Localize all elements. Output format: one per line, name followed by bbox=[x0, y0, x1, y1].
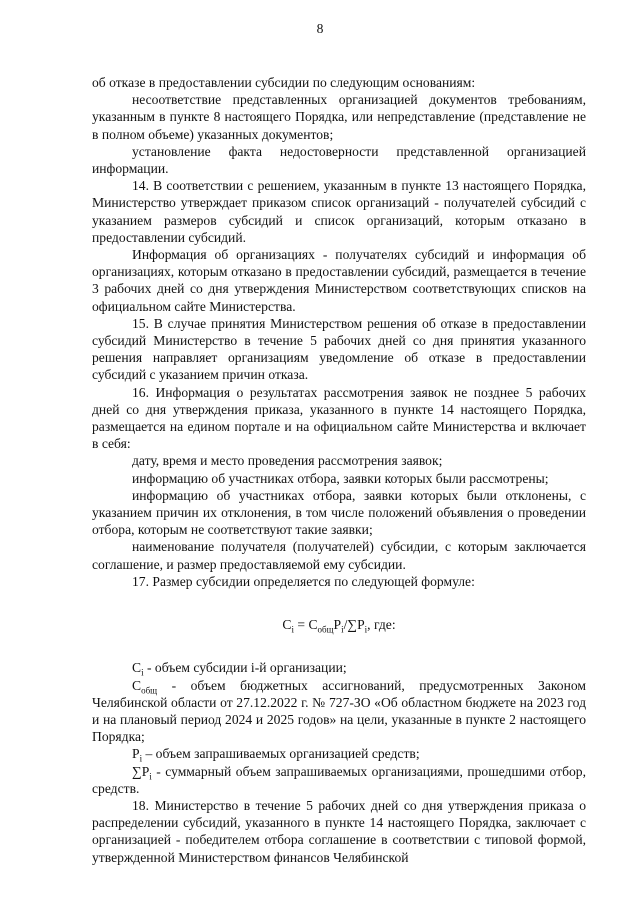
paragraph: об отказе в предоставлении субсидии по следующим основаниям: bbox=[92, 75, 476, 90]
definition: $C_i$ - объем субсидии i-й организации; bbox=[132, 660, 347, 679]
paragraph-16: 16. Информация о результатах рассмотрения заявок не позднее 5 рабочих дней со дня утверждения приказа, указанного в пункте 14 настоящего Порядка, размещается на едином портале и на официальном сайте Министерства и включает в себя: bbox=[92, 384, 586, 452]
paragraph-14: 14. В соответствии с решением, указанным в пункте 13 настоящего Порядка, Министерство утверждает приказом список организаций - получателей субсидий с указанием размеров субсидий и список организаций, которым отказано в предоставлении субсидий. bbox=[92, 178, 586, 245]
definition: $P_i$ – объем запрашиваемых организацией средств; bbox=[132, 746, 420, 765]
paragraph-18: 18. Министерство в течение 5 рабочих дней со дня утверждения приказа о распределении субсидий, указанного в пункте 14 настоящего Порядка, заключает с организацией - победителем отбора соглашение в соответствии с типовой формой, утвержденной Министерством финансов Челябинской bbox=[92, 797, 586, 865]
document-body bbox=[92, 74, 586, 866]
paragraph-15: 15. В случае принятия Министерством решения об отказе в предоставлении субсидий Министерство в течение 5 рабочих дней со дня принятия указанного решения направляет организациям уведомление об отказе в предоставлении субсидий с указанием причин отказа. bbox=[92, 315, 586, 383]
paragraph: дату, время и место проведения рассмотрения заявок; bbox=[132, 453, 443, 469]
definition: $C_{общ}$ - объем бюджетных ассигнований, предусмотренных Законом Челябинской области от 27.12.2022 г. № 727-ЗО «Об областном бюджете на 2023 год и на плановый период 2024 и 2025 годов» на цели, указанные в пункте 2 настоящего Порядка; bbox=[92, 677, 586, 745]
paragraph: наименование получателя (получателей) субсидии, с которым заключается соглашение, и размер предоставляемой ему субсидии. bbox=[92, 539, 586, 572]
paragraph: установление факта недостоверности представленной организацией информации. bbox=[92, 143, 586, 177]
paragraph-17: 17. Размер субсидии определяется по следующей формуле: bbox=[132, 573, 475, 589]
paragraph: Информация об организациях - получателях субсидий и информация об организациях, которым отказано в предоставлении субсидий, размещается в течение 3 рабочих дней со дня утверждения Министерством соответствующих списков на официальном сайте Министерства. bbox=[92, 247, 586, 314]
paragraph: информацию об участниках отбора, заявки которых были рассмотрены; bbox=[132, 470, 549, 486]
subsidy-formula: $C_i = C_{общ}P_i/\sum P_i$, где: bbox=[282, 617, 396, 635]
definition: $\sum P_i$ - суммарный объем запрашиваемых организациями, прошедшими отбор, средств. bbox=[92, 763, 586, 796]
paragraph: несоответствие представленных организацией документов требованиям, указанным в пункте 8 настоящего Порядка, или непредставление (представление не в полном объеме) указанных документов; bbox=[92, 92, 586, 142]
paragraph: информацию об участниках отбора, заявки которых были отклонены, с указанием причин их отклонения, в том числе положений объявления о проведении отбора, которым не соответствуют такие заявки; bbox=[92, 487, 586, 538]
page-number: 8 bbox=[316, 21, 324, 36]
